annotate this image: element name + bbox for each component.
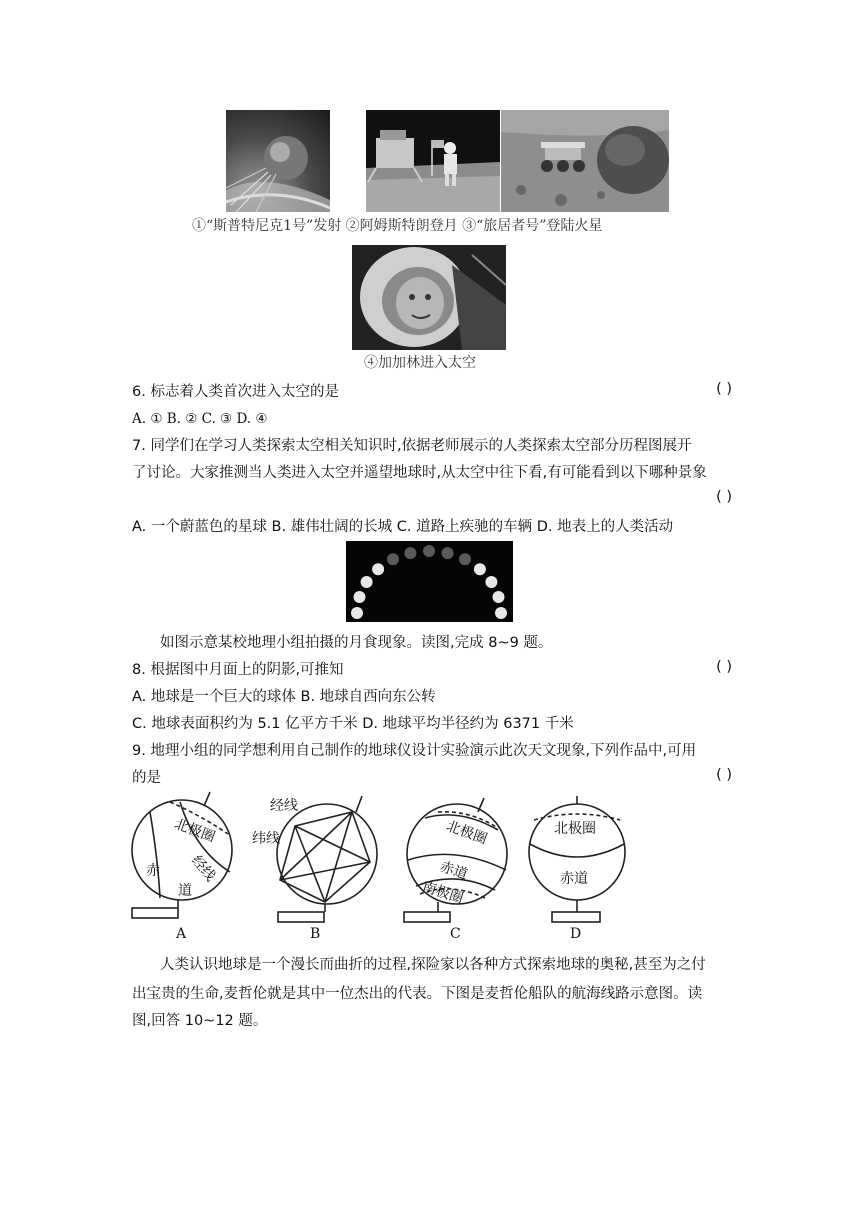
q6-options: A. ① B. ② C. ③ D. ④ (132, 411, 268, 427)
globe-c-label-equator: 赤道 (437, 859, 470, 883)
photos-caption: ①“斯普特尼克1号”发射 ②阿姆斯特朗登月 ③“旅居者号”登陆火星 (192, 218, 603, 234)
q7-stem-line2: 了讨论。大家推测当人类进入太空并遥望地球时,从太空中往下看,有可能看到以下哪种景象 (132, 465, 707, 481)
gagarin-photo (352, 245, 506, 350)
globe-c-label-north-circle: 北极圈 (444, 818, 490, 848)
globe-d (529, 796, 625, 922)
globe-c-letter: C (450, 926, 461, 942)
globe-a-label-meridian: 经线 (188, 852, 219, 885)
moon-phase (493, 591, 505, 603)
q8-options-line2: C. 地球表面积约为 5.1 亿平方千米 D. 地球平均半径约为 6371 千米 (132, 716, 574, 732)
globe-d-label-north-circle: 北极圈 (554, 821, 596, 837)
moon-phase (354, 591, 366, 603)
q6-answer-bracket: ( ) (716, 381, 732, 397)
q8-stem: 8. 根据图中月面上的阴影,可推知 (132, 662, 344, 678)
lunar-eclipse-photo (346, 541, 513, 622)
moon-landing-photo (366, 110, 500, 212)
globe-d-letter: D (570, 926, 582, 942)
moon-phase (423, 545, 435, 557)
globe-a-label-equator-1: 赤 (146, 863, 160, 879)
q8-options-line1: A. 地球是一个巨大的球体 B. 地球自西向东公转 (132, 689, 436, 705)
moon-phase (442, 547, 454, 559)
globe-b-label-parallel: 纬线 (252, 831, 280, 847)
globe-b-label-meridian: 经线 (270, 798, 298, 814)
globe-d-label-equator: 赤道 (560, 871, 588, 887)
moon-phase (387, 553, 399, 565)
moon-phase (361, 576, 373, 588)
photo4-caption: ④加加林进入太空 (364, 355, 476, 371)
q7-options: A. 一个蔚蓝色的星球 B. 雄伟壮阔的长城 C. 道路上疾驰的车辆 D. 地表上的人类活动 (132, 519, 674, 535)
globe-a-label-north-circle: 北极圈 (172, 816, 218, 846)
intro-8-9: 如图示意某校地理小组拍摄的月食现象。读图,完成 8~9 题。 (160, 635, 553, 651)
mars-rover-photo (501, 110, 669, 212)
moon-phase (495, 607, 507, 619)
globe-b-letter: B (310, 926, 321, 942)
globe-c-label-south-circle: 南极圈 (420, 878, 466, 908)
moon-phase (372, 563, 384, 575)
q6-stem: 6. 标志着人类首次进入太空的是 (132, 384, 339, 400)
moon-phase (485, 576, 497, 588)
q7-stem-line1: 7. 同学们在学习人类探索太空相关知识时,依据老师展示的人类探索太空部分历程图展开 (132, 438, 692, 454)
q9-answer-bracket: ( ) (716, 767, 732, 783)
sputnik-photo (226, 110, 330, 212)
globe-a-label-equator-2: 道 (178, 883, 192, 899)
moon-phase (474, 563, 486, 575)
q7-answer-bracket: ( ) (716, 489, 732, 505)
moon-phase (351, 607, 363, 619)
moon-phase (459, 553, 471, 565)
intro-10-12-line2: 出宝贵的生命,麦哲伦就是其中一位杰出的代表。下图是麦哲伦船队的航海线路示意图。读 (132, 986, 703, 1002)
globe-a-letter: A (176, 926, 187, 942)
q8-answer-bracket: ( ) (716, 659, 732, 675)
q9-stem-line1: 9. 地理小组的同学想利用自己制作的地球仪设计实验演示此次天文现象,下列作品中,可用 (132, 743, 697, 759)
q9-stem-line2: 的是 (132, 770, 161, 786)
moon-phase (404, 547, 416, 559)
intro-10-12-line3: 图,回答 10~12 题。 (132, 1013, 268, 1029)
intro-10-12-line1: 人类认识地球是一个漫长而曲折的过程,探险家以各种方式探索地球的奥秘,甚至为之付 (160, 957, 706, 973)
